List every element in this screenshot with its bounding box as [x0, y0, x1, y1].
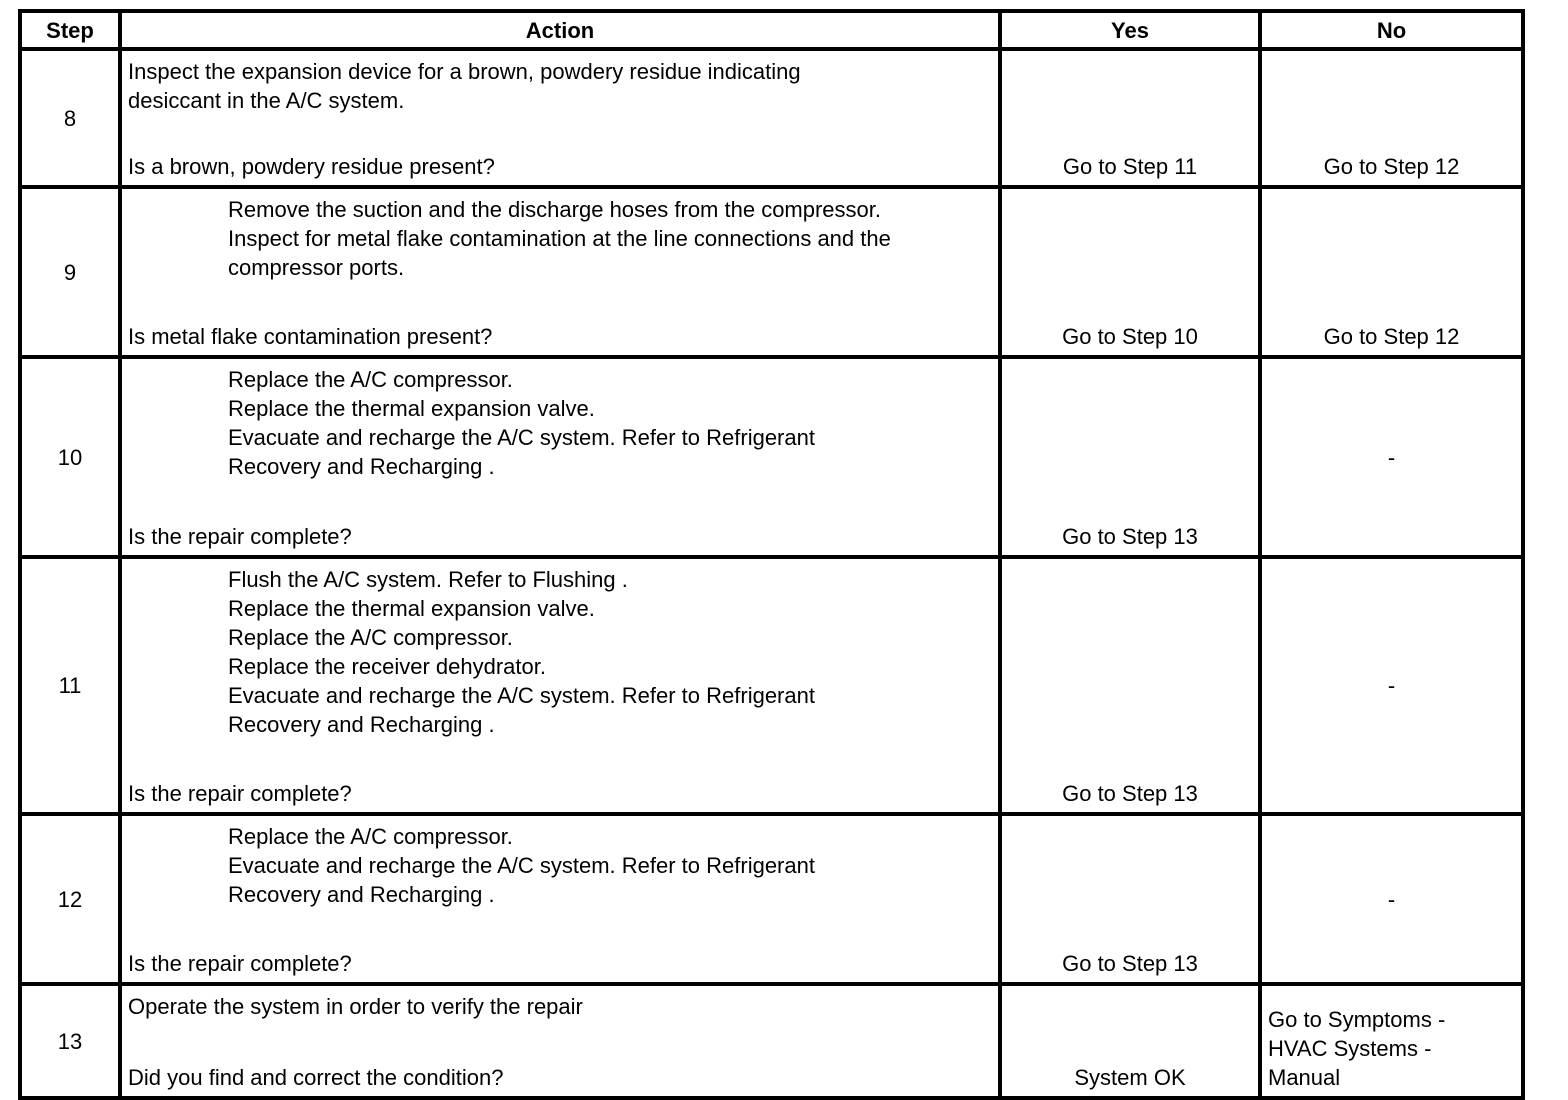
- no-result-line: Manual: [1268, 1065, 1341, 1090]
- table-row: [20, 984, 1523, 1098]
- action-question: Is the repair complete?: [128, 781, 352, 806]
- yes-result: System OK: [1000, 984, 1260, 1098]
- action-line: Inspect for metal flake contamination at the line connections and the: [228, 226, 891, 251]
- no-result: -: [1260, 357, 1523, 557]
- action-line: Recovery and Recharging .: [228, 712, 495, 737]
- action-question: Is the repair complete?: [128, 951, 352, 976]
- action-cell: [120, 357, 1000, 557]
- step-number: 8: [20, 49, 120, 187]
- no-result-line: HVAC Systems -: [1268, 1036, 1432, 1061]
- action-line: Replace the A/C compressor.: [228, 625, 513, 650]
- action-line: Recovery and Recharging .: [228, 454, 495, 479]
- action-line: Evacuate and recharge the A/C system. Refer to Refrigerant: [228, 853, 815, 878]
- action-line: Operate the system in order to verify the repair: [128, 994, 583, 1019]
- step-number: 9: [20, 187, 120, 357]
- table-row: [20, 49, 1523, 187]
- action-line: desiccant in the A/C system.: [128, 88, 405, 113]
- action-line: Inspect the expansion device for a brown, powdery residue indicating: [128, 59, 801, 84]
- table-row: [20, 814, 1523, 984]
- action-instructions: [128, 365, 992, 481]
- yes-result: Go to Step 13: [1000, 814, 1260, 984]
- action-question: Is metal flake contamination present?: [128, 324, 493, 349]
- no-result: Go to Step 12: [1260, 49, 1523, 187]
- action-line: Replace the receiver dehydrator.: [228, 654, 546, 679]
- step-number: 11: [20, 557, 120, 814]
- action-line: Replace the thermal expansion valve.: [228, 596, 595, 621]
- no-result: -: [1260, 557, 1523, 814]
- action-line: Flush the A/C system. Refer to Flushing .: [228, 567, 628, 592]
- action-instructions: [128, 195, 992, 282]
- action-question: Is the repair complete?: [128, 524, 352, 549]
- action-cell: [120, 814, 1000, 984]
- step-number: 12: [20, 814, 120, 984]
- step-number: 13: [20, 984, 120, 1098]
- header-yes: Yes: [1000, 11, 1260, 49]
- action-line: Evacuate and recharge the A/C system. Refer to Refrigerant: [228, 425, 815, 450]
- header-step: Step: [20, 11, 120, 49]
- action-line: Replace the thermal expansion valve.: [228, 396, 595, 421]
- yes-result: Go to Step 13: [1000, 557, 1260, 814]
- no-result-line: Go to Symptoms -: [1268, 1007, 1446, 1032]
- action-cell: [120, 187, 1000, 357]
- action-line: Replace the A/C compressor.: [228, 824, 513, 849]
- yes-result: Go to Step 11: [1000, 49, 1260, 187]
- action-line: Evacuate and recharge the A/C system. Refer to Refrigerant: [228, 683, 815, 708]
- action-instructions: [128, 565, 992, 739]
- table-row: [20, 557, 1523, 814]
- table-row: [20, 357, 1523, 557]
- action-cell: [120, 557, 1000, 814]
- action-question: Is a brown, powdery residue present?: [128, 154, 495, 179]
- no-result: -: [1260, 814, 1523, 984]
- diagnostic-steps-table: [18, 9, 1525, 1100]
- action-question: Did you find and correct the condition?: [128, 1065, 504, 1090]
- header-row: [20, 11, 1523, 49]
- action-line: Replace the A/C compressor.: [228, 367, 513, 392]
- no-result: Go to Step 12: [1260, 187, 1523, 357]
- action-instructions: [128, 822, 992, 909]
- action-cell: [120, 49, 1000, 187]
- yes-result: Go to Step 10: [1000, 187, 1260, 357]
- header-action: Action: [120, 11, 1000, 49]
- action-cell: [120, 984, 1000, 1098]
- table-row: [20, 187, 1523, 357]
- no-result: [1260, 984, 1523, 1098]
- action-line: Remove the suction and the discharge hoses from the compressor.: [228, 197, 882, 222]
- action-line: compressor ports.: [228, 255, 405, 280]
- header-no: No: [1260, 11, 1523, 49]
- step-number: 10: [20, 357, 120, 557]
- yes-result: Go to Step 13: [1000, 357, 1260, 557]
- action-instructions: [128, 57, 992, 115]
- action-instructions: [128, 992, 992, 1021]
- action-line: Recovery and Recharging .: [228, 882, 495, 907]
